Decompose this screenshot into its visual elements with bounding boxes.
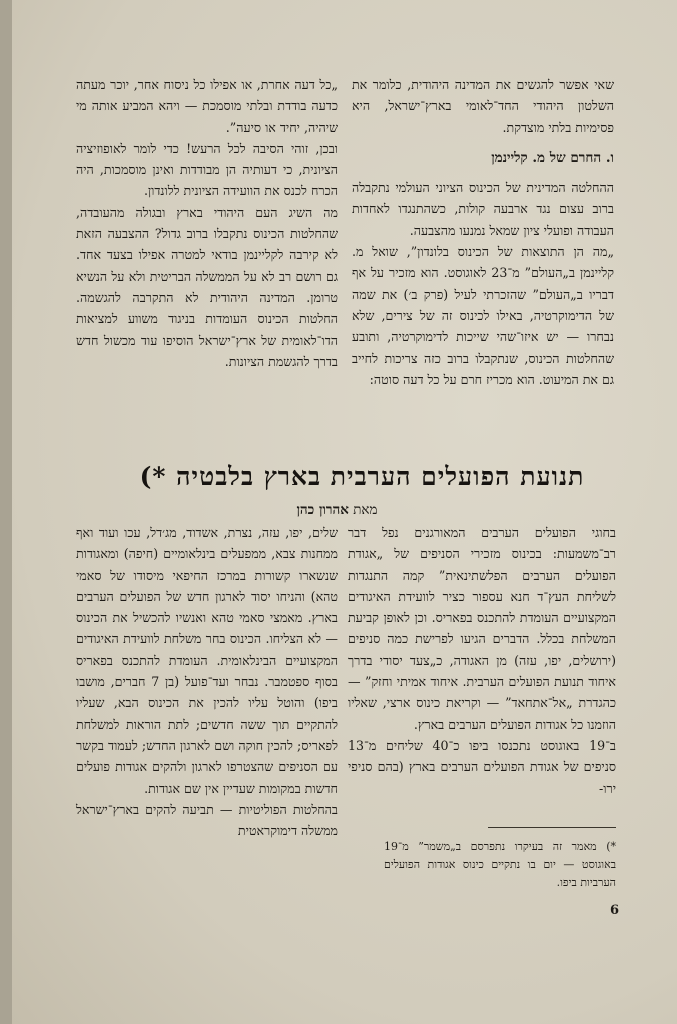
- paragraph: שאי אפשר להגשים את המדינה היהודית, כלומר את השלטון היהודי החד־לאומי בארץ־ישראל, היא פסימיות בלתי מוצדקת.: [352, 77, 614, 135]
- paragraph: שלים, יפו, עזה, נצרת, אשדוד, מג׳דל, עכו ועוד ואף ממחנות צבא, ממפעלים בינלאומיים (חיפה) ומאגודות שנשארו קשורות במרכז החיפאי מיסודו של סאמי טהא) והניחו יסוד לארגון חדש של הפועלים הערבים בארץ. מאמצי סאמי טהא ואנשיו להכשיל את הכינוס — לא הצליחו. הכינוס בחר משלחת לוועידת האיגודים המקצועיים הבינלאומית. העומדת להתכנס בפאריס בסוף ספטמבר. נבחר ועד־פועל (בן 7 חברים, מושבו ביפו) והוטל עליו להכין את הכינוס הבא, שעליו להתקיים תוך ששה חדשים; לתת הוראות למשלחת לפאריס; להכין חוקה ושם לארגון החדש; לעמוד בקשר עם הסניפים שהצטרפו לארגון ולהקים אגודות פועלים חדשות במקומות שעדיין אין שם אגודות.: [76, 525, 338, 796]
- column-bottom-right: [348, 522, 616, 799]
- journal-page: [12, 0, 677, 1024]
- column-top-right: [352, 74, 614, 390]
- byline-prefix: מאת: [353, 502, 378, 518]
- paragraph: ההחלטה המדינית של הכינוס הציוני העולמי נתקבלה ברוב עצום נגד ארבעה קולות, כשהתנגדו לאחדות העבודה ופועלי ציון שמאל נמנעו מהצבעה.: [352, 180, 614, 238]
- paragraph: ובכן, זוהי הסיבה לכל הרעש! כדי לומר לאופוזיציה הציונית, כי דעותיה הן מבודדות ואינן מוסמכות, היה הכרח לכנס את הוועידה הציונית ללונדון.: [76, 140, 338, 199]
- footnote: *) מאמר זה בעיקרו נתפרסם ב„משמר” מ־19 באוגוסט — יום בו נתקיים כינוס אגודות הפועלים הערביות ביפו.: [384, 840, 616, 889]
- section-heading: ו. החרם של מ. קליינמן: [491, 149, 614, 166]
- article-byline: [232, 502, 442, 518]
- paragraph: ב־19 באוגוסט נתכנסו ביפו כ־40 שליחים מ־13 סניפים של אגודת הפועלים הערבים בארץ (בהם סניפי ירו-: [348, 737, 616, 796]
- paragraph: „מה הן התוצאות של הכינוס בלונדון”, שואל מ. קליינמן ב„העולם” מ־23 לאוגוסט. הוא מזכיר על אף דבריו ב„העולם” שהזכרתי לעיל (פרק ב׳) את שמה של הדימוקרטיה, באילו לכינוס זה של צירים, שלא נבחרו — יש איזו־שהי שייכות לדימוקרטיה, ותובע שהחלטות הכינוס, שנתקבלו ברוב כזה צריכות לחייב גם את המיעוט. הוא מכריז חרם על כל דעה סוטה:: [352, 244, 614, 387]
- column-bottom-left: [76, 522, 338, 841]
- paragraph: בהחלטות הפוליטיות — תביעה להקים בארץ־ישראל ממשלה דימוקראטית: [76, 801, 338, 839]
- column-top-left: [76, 74, 338, 372]
- article-title: תנועת הפועלים הערבית בארץ בלבטיה *): [139, 462, 585, 491]
- footnote-rule: [488, 827, 616, 828]
- page-number: 6: [610, 903, 620, 918]
- paragraph: בחוגי הפועלים הערבים המאורגנים נפל דבר רב־משמעות: בכינוס מזכירי הסניפים של „אגודת הפועלים הערבים הפלשתינאית” קמה התנגדות לשליחת העץ־ד חנא עספור כציר לוועידת האיגודים המקצועיים העומדת להתכנס בפאריס. וכן לאופן קביעת המשלחת בכלל. הדברים הגיעו לפרישת כמה סניפים (ירושלים, יפו, עזה) מן האגודה, כ„צעד יסודי בדרך איחוד תנועת הפועלים הערבית. איחוד אמיתי וחזק” — כהגדרת „אל־אתחאד” — וקריאת כינוס ארצי, שאליו הוזמנו כל אגודות הפועלים הערבים בארץ.: [348, 525, 616, 732]
- paragraph: מה השיג העם היהודי בארץ ובגולה מהעובדה, שהחלטות הכינוס נתקבלו ברוב גדול? ההצבעה הזאת לא קירבה לקליינמן בודאי למטרה אפילו בצעד אחד. גם רושם רב לא על הממשלה הבריטית ולא על הנשיא טרומן. המדינה היהודית לא התקרבה להגשמה. החלטות הכינוס העומדות בניגוד משווע למציאות הדו־לאומית של ארץ־ישראל הוסיפו עוד מכשול חדש בדרך להגשמת הציונות.: [76, 204, 338, 369]
- paragraph: „כל דעה אחרת, או אפילו כל ניסוח אחר, יוכר מעתה כדעה בודדת ובלתי מוסמכת — ויהא המביע אותה מי שיהיה, יחיד או סיעה”.: [76, 77, 338, 135]
- byline-author: אהרון כהן: [296, 502, 349, 518]
